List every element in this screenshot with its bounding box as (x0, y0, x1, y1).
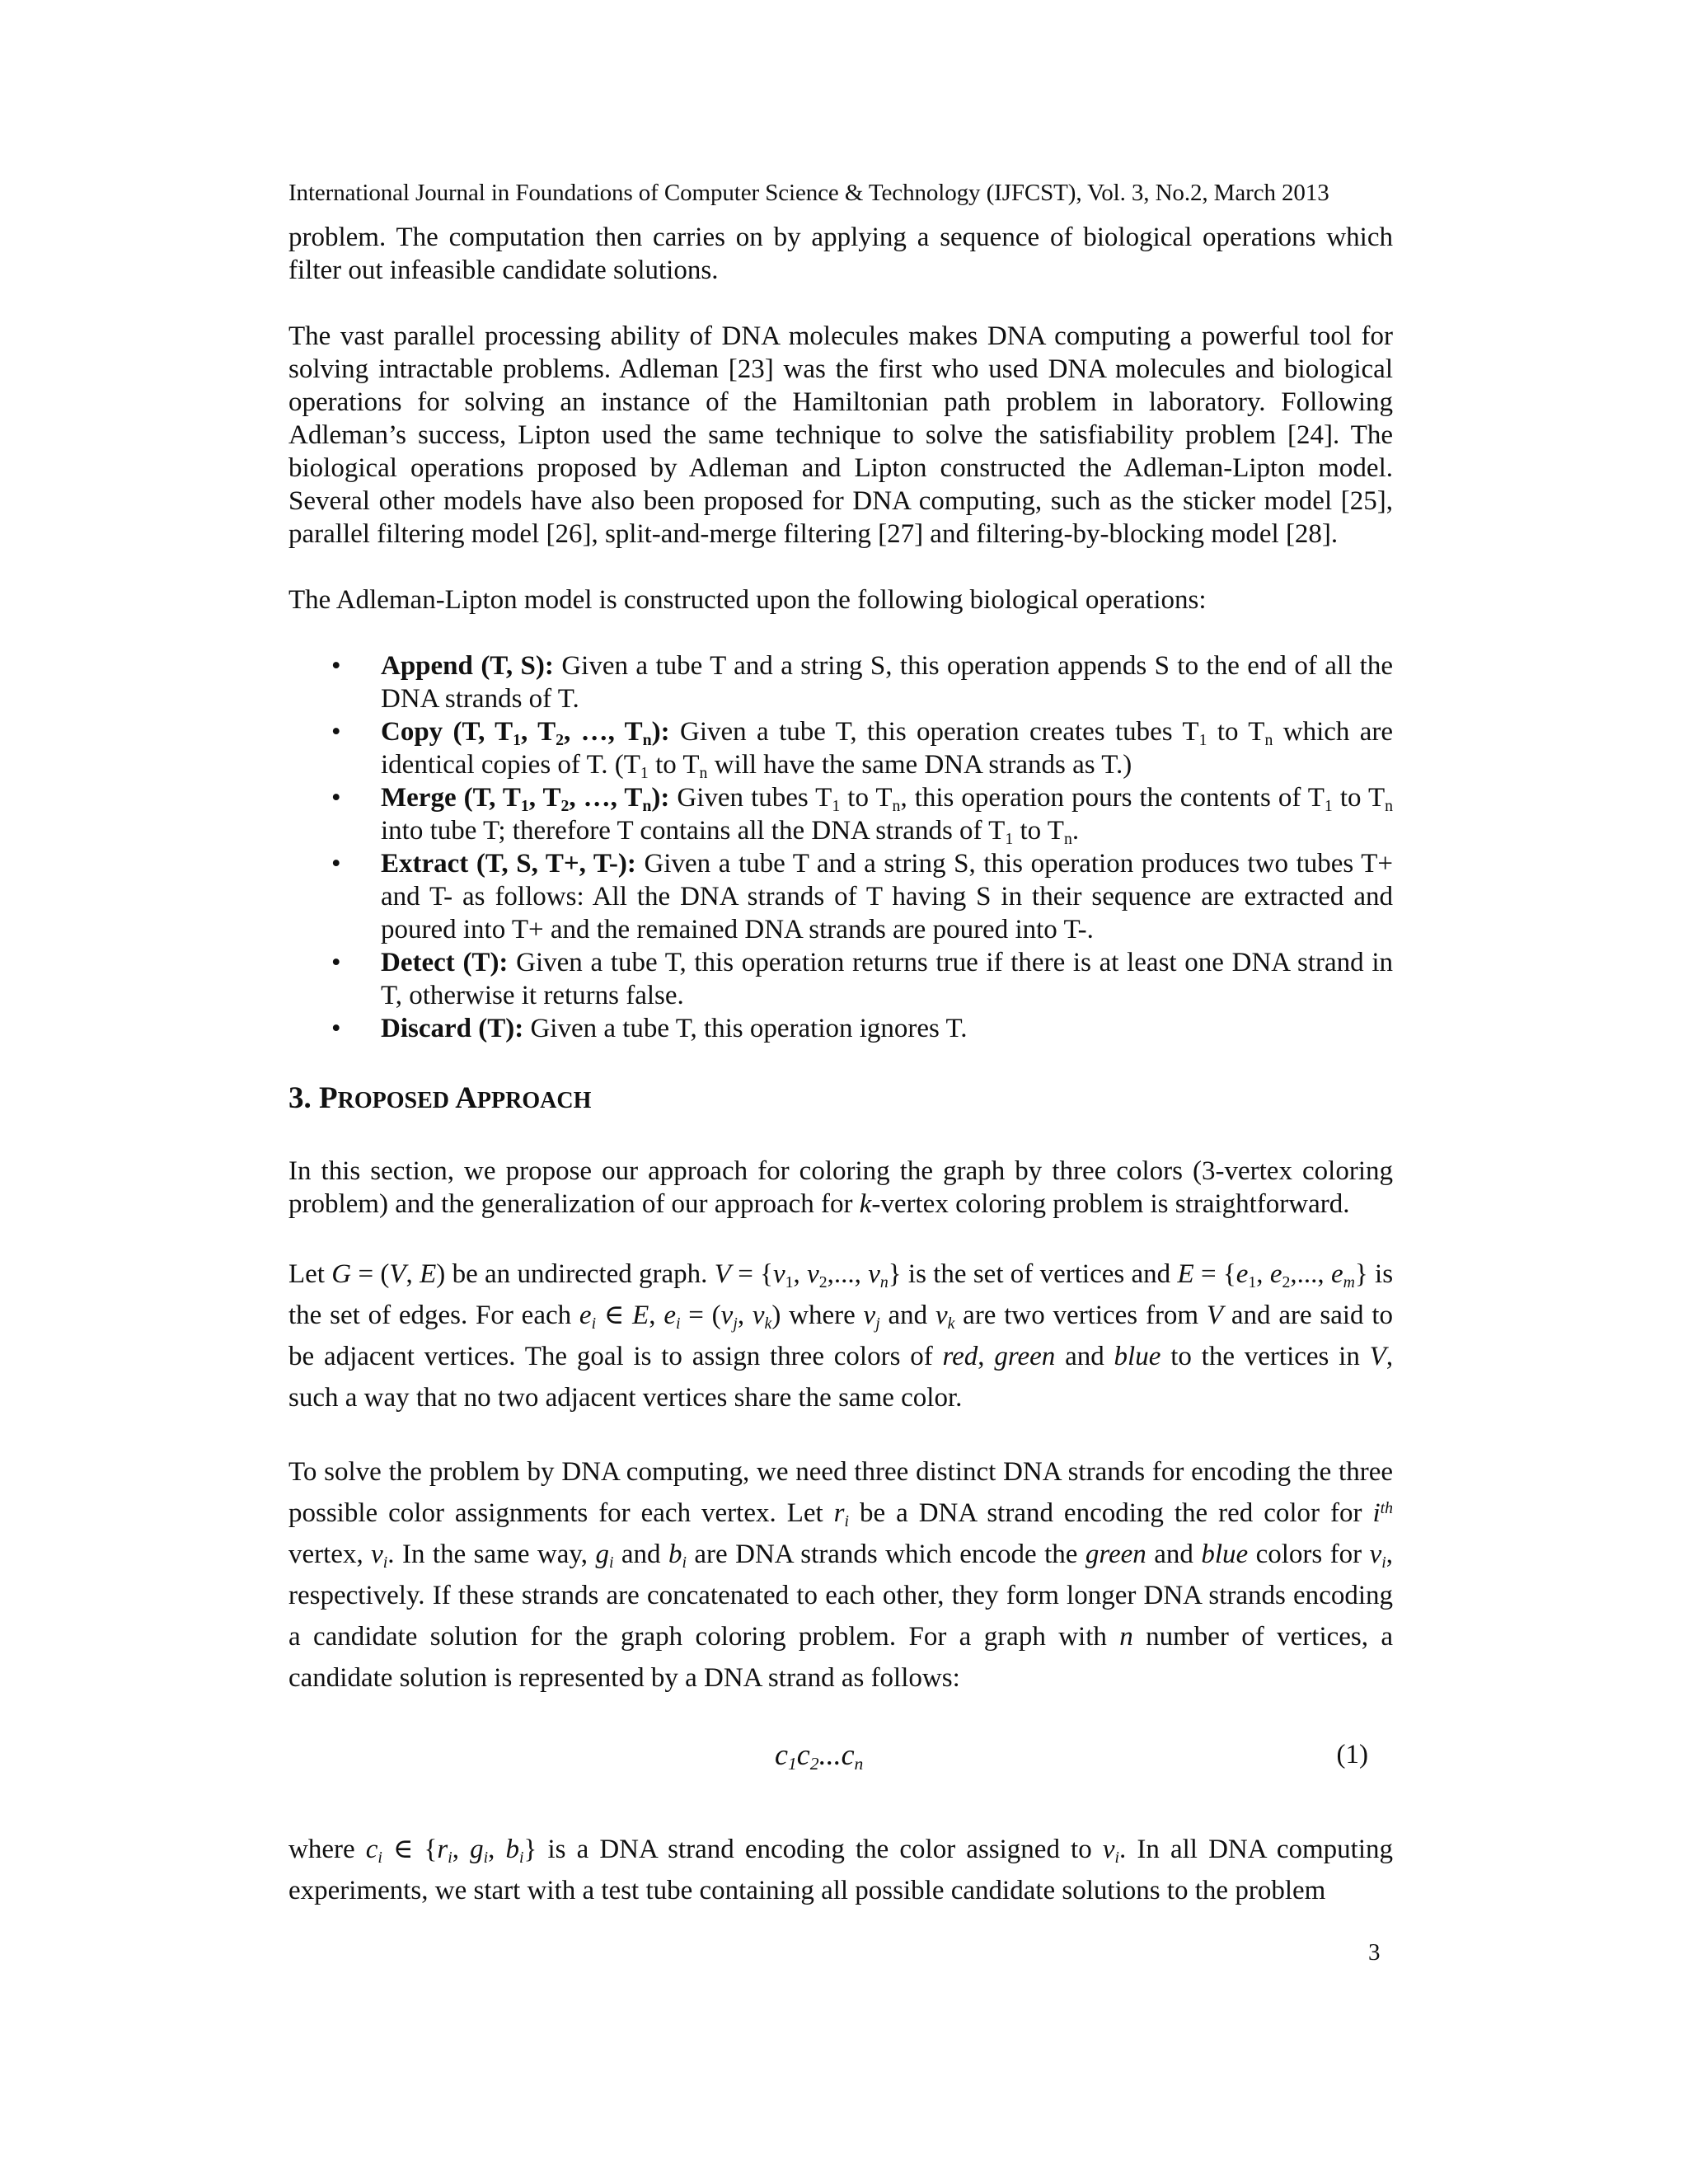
page-number: 3 (1368, 1939, 1381, 1966)
operation-text: Given a tube T and a string S, this operation appends S to the end of all the DNA strands of T. (381, 651, 1393, 714)
operation-discard (288, 1012, 1393, 1045)
operation-text: Given a tube T, this operation creates tubes $T_1$ to $T_n$ which are identical copies of T. ($T_1$ to $T_n$ will have the same DNA strands as T.) (381, 717, 1394, 782)
running-header: International Journal in Foundations of Computer Science & Technology (IJFCST), Vol. 3, No.2, March 2013 (288, 180, 1329, 206)
paragraph-where: where $c_i$ ∈ {$r_i$, $g_i$, $b_i$} is a DNA strand encoding the color assigned to $v_i$. In all DNA computing experiments, we start with a test tube containing all possible candidate solutions to the problem (288, 1835, 1394, 1905)
operation-append (288, 649, 1393, 715)
bullet-icon: • (331, 717, 341, 747)
operation-label: Discard (T): (381, 1014, 524, 1043)
operation-extract (288, 847, 1393, 946)
operation-text: Given a tube T and a string S, this operation produces two tubes T+ and T- as follows: All the DNA strands of T having S in their sequence are extracted and poured into T+ and the remained DNA strands are poured into T-. (381, 849, 1394, 944)
body-column (288, 221, 1393, 1911)
operation-label: Append (T, S): (381, 651, 554, 681)
operation-label: Detect (T): (381, 948, 509, 977)
operations-list (288, 649, 1393, 1045)
operation-label: Merge (T, $T_1$, $T_2$, …, $T_n$): (381, 783, 670, 815)
operation-text: Given tubes $T_1$ to $T_n$, this operation pours the contents of $T_1$ to $T_n$ into tube T; therefore T contains all the DNA strands of $T_1$ to $T_n$. (381, 783, 1393, 848)
operation-text: Given a tube T, this operation returns true if there is at least one DNA strand in T, otherwise it returns false. (381, 948, 1394, 1010)
paragraph-dna-computing: The vast parallel processing ability of DNA molecules makes DNA computing a powerful tool for solving intractable problems. Adleman [23] was the first who used DNA molecules and biological operations for solving an instance of the Hamiltonian path problem in laboratory. Following Adleman’s success, Lipton used the same technique to solve the satisfiability problem [24]. The biological operations proposed by Adleman and Lipton constructed the Adleman-Lipton model. Several other models have also been proposed for DNA computing, such as the sticker model [25], parallel filtering model [26], split-and-merge filtering [27] and filtering-by-blocking model [28]. (288, 321, 1393, 549)
equation-1 (288, 1730, 1393, 1796)
paragraph-section-intro: In this section, we propose our approach for coloring the graph by three colors (3-vertex coloring problem) and the generalization of our approach for k-vertex coloring problem is straightforward. (288, 1156, 1393, 1219)
operation-text: Given a tube T, this operation ignores T. (530, 1014, 968, 1043)
paragraph-strand-encoding: To solve the problem by DNA computing, we need three distinct DNA strands for encoding the three possible color assignments for each vertex. Let $r_i$ be a DNA strand encoding the red color for $i^{th}$ vertex, $v_i$. In the same way, $g_i$ and $b_i$ are DNA strands which encode the green and blue colors for $v_i$, respectively. If these strands are concatenated to each other, they form longer DNA strands encoding a candidate solution for the graph coloring problem. For a graph with n number of vertices, a candidate solution is represented by a DNA strand as follows: (288, 1457, 1394, 1693)
paragraph-model-intro: The Adleman-Lipton model is constructed upon the following biological operations: (288, 585, 1207, 615)
operation-label: Extract (T, S, T+, T-): (381, 849, 636, 879)
bullet-icon: • (331, 849, 341, 879)
paragraph-graph-definition: Let G = (V, E) be an undirected graph. $V = \{v_1$, $v_2$,..., $v_n$} is the set of vertices and $E = \{e_1$, $e_2$,..., $e_m$} is the set of edges. For each $e_i$ ∈ E, $e_i = (v_j$, $v_k$) where $v_j$ and $v_k$ are two vertices from V and are said to be adjacent vertices. The goal is to assign three colors of red, green and blue to the vertices in V, such a way that no two adjacent vertices share the same color. (288, 1259, 1394, 1413)
bullet-icon: • (331, 783, 341, 813)
operation-merge (288, 781, 1393, 847)
operation-detect (288, 946, 1393, 1012)
equation-body: $c_1c_2...c_n$ (775, 1738, 864, 1774)
paragraph-continued: problem. The computation then carries on by applying a sequence of biological operations which filter out infeasible candidate solutions. (288, 223, 1393, 285)
bullet-icon: • (331, 1014, 341, 1043)
section-heading: 3. PROPOSED APPROACH (288, 1081, 592, 1115)
operation-label: Copy (T, $T_1$, $T_2$, …, $T_n$): (381, 717, 670, 749)
bullet-icon: • (331, 651, 341, 681)
equation-number: (1) (1336, 1740, 1368, 1769)
bullet-icon: • (331, 948, 341, 977)
operation-copy (288, 715, 1393, 781)
